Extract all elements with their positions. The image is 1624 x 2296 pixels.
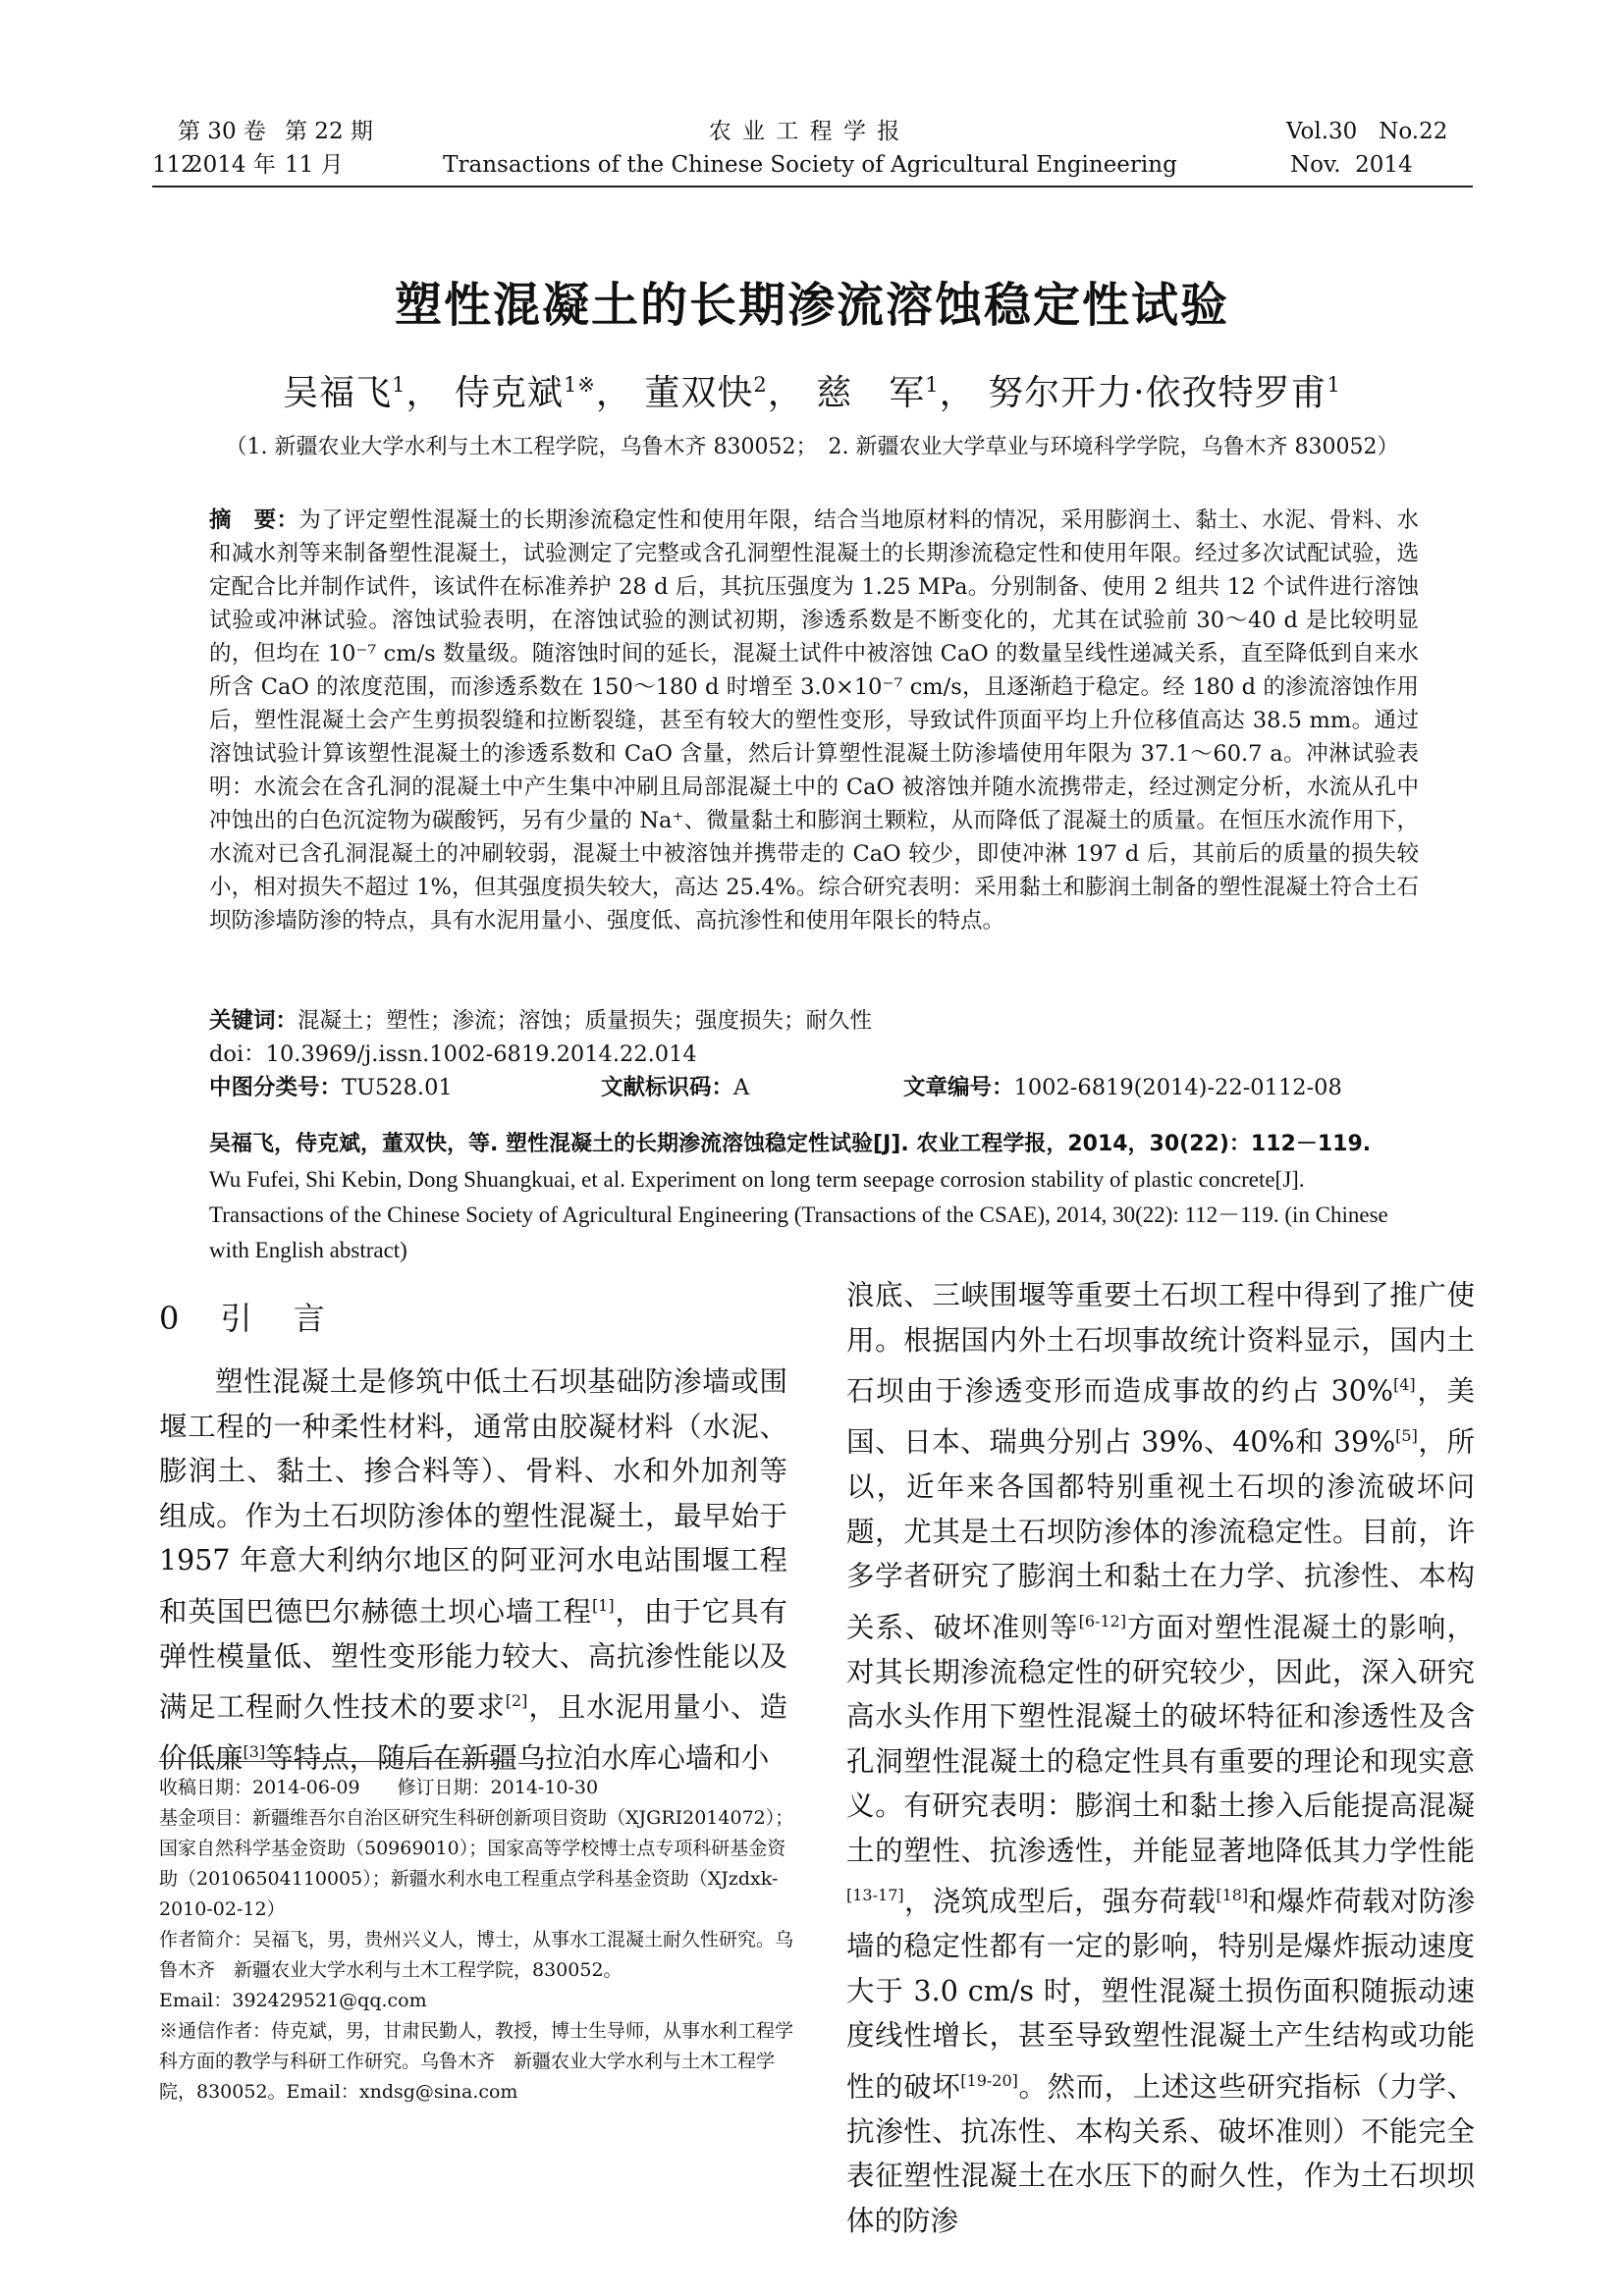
citation-ref: [6-12] [1078,1611,1127,1630]
section-heading-introduction: 0 引 言 [159,1300,341,1337]
author: 侍克斌$^{1※}$， [454,373,632,413]
keywords [209,1004,872,1038]
footnotes [159,1773,797,2108]
author-list [0,365,1624,415]
intro-paragraph-continued: 浪底、三峡围堰等重要土石坝工程中得到了推广使用。根据国内外土石坝事故统计资料显示，国内土石坝由于渗透变形而造成事故的约占 30%[4]，美国、日本、瑞典分别占 39%、40%和 39%[5]，所以，近年来各国都特别重视土石坝的渗流破坏问题，尤其是土石坝防渗体的渗流稳定性。目前，许多学者研究了膨润土和黏土在力学、抗渗性、本构关系、破坏准则等[6-12]方面对塑性混凝土的影响，对其长期渗流稳定性的研究较少，因此，深入研究高水头作用下塑性混凝土的破坏特征和渗透性及含孔洞塑性混凝土的稳定性具有重要的理论和现实意义。有研究表明：膨润土和黏土掺入后能提高混凝土的塑性、抗渗透性，并能显著地降低其力学性能[13-17]，浇筑成型后，强夯荷载[18]和爆炸荷载对防渗墙的稳定性都有一定的影响，特别是爆炸振动速度大于 3.0 cm/s 时，塑性混凝土损伤面积随振动速度线性增长，甚至导致塑性混凝土产生结构或功能性的破坏[19-20]。然而，上述这些研究指标（力学、抗渗性、抗冻性、本构关系、破坏准则）不能完全表征塑性混凝土在水压下的耐久性，作为土石坝坝体的防渗 [846,1279,1475,2237]
header-month: 11 月 [285,152,344,178]
header-volume: 第 30 卷 [178,119,266,144]
footnote-author: 作者简介：吴福飞，男，贵州兴义人，博士，从事水工混凝土耐久性研究。乌鲁木齐 新疆农业大学水利与土木工程学院，830052。 [159,1929,794,1981]
citation-en: Wu Fufei, Shi Kebin, Dong Shuangkuai, et al. Experiment on long term seepage corrosion stability of plastic concrete[J]. Transactions of the Chinese Society of Agricultural Engineering (Transactions of the CSAE), 2014, 30(22): 112－119. (in Chinese with English abstract) [209,1167,1388,1262]
citation-ref: [13-17] [846,1886,904,1904]
abstract-text: 为了评定塑性混凝土的长期渗流稳定性和使用年限，结合当地原材料的情况，采用膨润土、黏土、水泥、骨料、水和减水剂等来制备塑性混凝土，试验测定了完整或含孔洞塑性混凝土的长期渗流稳定性和使用年限。经过多次试配试验，选定配合比并制作试件，该试件在标准养护 28 d 后，其抗压强度为 1.25 MPa。分别制备、使用 2 组共 12 个试件进行溶蚀试验或冲淋试验。溶蚀试验表明，在溶蚀试验的测试初期，渗透系数是不断变化的，尤其在试验前 30～40 d 是比较明显的，但均在 10⁻⁷ cm/s 数量级。随溶蚀时间的延长，混凝土试件中被溶蚀 CaO 的数量呈线性递减关系，直至降低到自来水所含 CaO 的浓度范围，而渗透系数在 150～180 d 时增至 3.0×10⁻⁷ cm/s，且逐渐趋于稳定。经 180 d 的渗流溶蚀作用后，塑性混凝土会产生剪损裂缝和拉断裂缝，甚至有较大的塑性变形，导致试件顶面平均上升位移值高达 38.5 mm。通过溶蚀试验计算该塑性混凝土的渗透系数和 CaO 含量，然后计算塑性混凝土防渗墙使用年限为 37.1～60.7 a。冲淋试验表明：水流会在含孔洞的混凝土中产生集中冲刷且局部混凝土中的 CaO 被溶蚀并随水流携带走，经过测定分析，水流从孔中冲蚀出的白色沉淀物为碳酸钙，另有少量的 Na⁺、微量黏土和膨润土颗粒，从而降低了混凝土的质量。在恒压水流作用下，水流对已含孔洞混凝土的冲刷较弱，混凝土中被溶蚀并携带走的 CaO 较少，即使冲淋 197 d 后，其前后的质量的损失较小，相对损失不超过 1%，但其强度损失较大，高达 25.4%。综合研究表明：采用黏土和膨润土制备的塑性混凝土符合土石坝防渗墙防渗的特点，具有水泥用量小、强度低、高抗渗性和使用年限长的特点。 [209,507,1419,934]
header-issue: 第 22 期 [285,119,373,144]
abstract [209,504,1419,937]
citation-ref: [2] [505,1691,528,1710]
citation-ref: [1] [591,1595,615,1615]
citation-block [209,1127,1419,1268]
keywords-label: 关键词： [209,1008,298,1034]
citation-cn: 吴福飞，侍克斌，董双快，等. 塑性混凝土的长期渗流溶蚀稳定性试验[J]. 农业工程学报，2014，30(22)：112－119. [209,1132,1372,1156]
citation-ref: [3] [243,1742,266,1761]
citation-ref: [18] [1216,1886,1249,1904]
doi: doi：10.3969/j.issn.1002-6819.2014.22.014 [209,1041,697,1067]
citation-ref: [19-20] [960,2070,1018,2090]
footnote-email: Email：392429521@qq.com [159,1990,427,2011]
article-number: 文章编号：1002-6819(2014)-22-0112-08 [903,1075,1342,1100]
affiliations: （1. 新疆农业大学水利与土木工程学院，乌鲁木齐 830052； 2. 新疆农业大学草业与环境科学学院，乌鲁木齐 830052） [225,435,1399,459]
author: 努尔开力·依孜特罗甫$^1$ [988,373,1341,413]
author: 吴福飞$^1$， [283,373,443,413]
citation-ref: [5] [1395,1426,1418,1445]
header-rule [152,186,1473,187]
intro-paragraph: 塑性混凝土是修筑中低土石坝基础防渗墙或围堰工程的一种柔性材料，通常由胶凝材料（水泥、膨润土、黏土、掺合料等）、骨料、水和外加剂等组成。作为土石坝防渗体的塑性混凝土，最早始于 1957 年意大利纳尔地区的阿亚河水电站围堰工程和英国巴德巴尔赫德土坝心墙工程[1]，由于它具有弹性模量低、塑性变形能力较大、高抗渗性能以及满足工程耐久性技术的要求[2]，且水泥用量小、造价低廉[3]等特点，随后在新疆乌拉泊水库心墙和小 [159,1365,787,1775]
header-year: 2014 年 [189,152,276,178]
footnote-fund: 基金项目：新疆维吾尔自治区研究生科研创新项目资助（XJGRI2014072）；国家自然科学基金资助（50969010）；国家高等学校博士点专项科研基金资助（20106504110005）；新疆水利水电工程重点学科基金资助（XJzdxk-2010-02-12） [159,1807,794,1920]
document-code: 文献标识码：A [601,1075,750,1100]
keywords-text: 混凝土；塑性；渗流；溶蚀；质量损失；强度损失；耐久性 [298,1008,873,1034]
author: 慈 军$^1$， [816,373,976,413]
footnote-dates: 收稿日期：2014-06-09 修订日期：2014-10-30 [159,1777,599,1798]
left-column [159,1360,787,1781]
footnote-rule [159,1761,503,1762]
header-date-en: Nov. 2014 [1290,152,1413,178]
header-vol-en: Vol.30 No.22 [1286,119,1448,144]
right-column [846,1273,1475,2243]
footnote-corresponding: ※通信作者：侍克斌，男，甘肃民勤人，教授，博士生导师，从事水利工程学科方面的教学与科研工作研究。乌鲁木齐 新疆农业大学水利与土木工程学院，830052。Email：xndsg@sina.com [159,2020,794,2103]
abstract-label: 摘 要： [209,507,299,533]
citation-ref: [4] [1392,1375,1416,1394]
clc-number: 中图分类号：TU528.01 [209,1075,453,1100]
author: 董双快$^2$， [644,373,804,413]
header-journal-cn: 农 业 工 程 学 报 [708,119,902,144]
header-journal-en: Transactions of the Chinese Society of Agricultural Engineering [443,152,1177,178]
paper-title: 塑性混凝土的长期渗流溶蚀稳定性试验 [394,278,1229,333]
header-page-number: 112 [152,152,195,178]
